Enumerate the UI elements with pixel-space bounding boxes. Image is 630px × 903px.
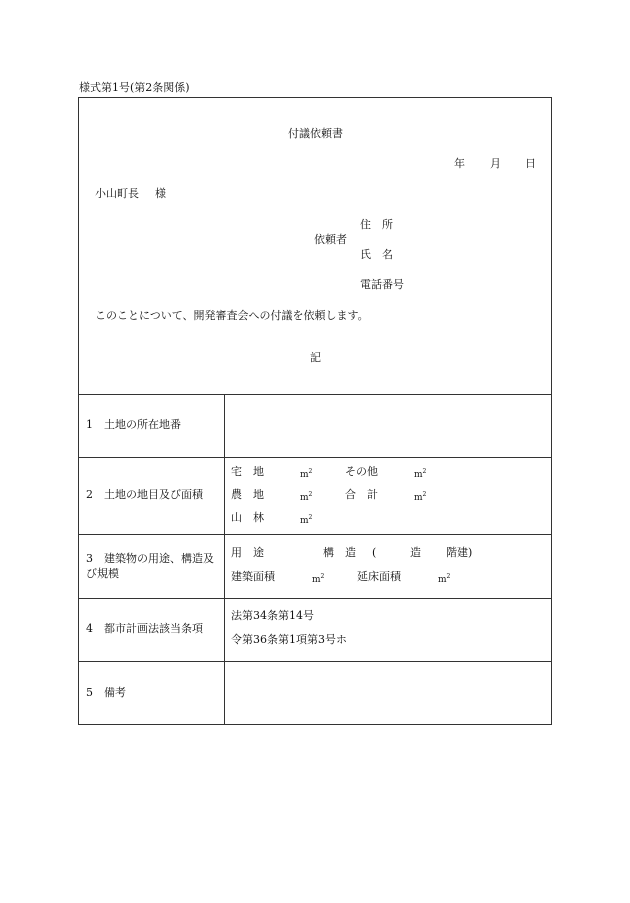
row-3-label-line2: び規模 bbox=[86, 567, 119, 580]
address-label: 住 所 bbox=[360, 218, 393, 231]
unit-m2: $m^2$ bbox=[300, 468, 313, 480]
form-label: 様式第1号(第2条関係) bbox=[79, 81, 190, 94]
land-type-sanrin: 山 林 bbox=[231, 511, 264, 524]
row-5-label: 5 備考 bbox=[86, 686, 126, 699]
unit-m2: $m^2$ bbox=[438, 573, 451, 585]
requester-label: 依頼者 bbox=[314, 233, 347, 246]
unit-m2: $m^2$ bbox=[414, 468, 427, 480]
floors-label: 階建) bbox=[446, 546, 473, 559]
row-divider bbox=[78, 661, 552, 662]
unit-m2: $m^2$ bbox=[300, 491, 313, 503]
land-type-nouchi: 農 地 bbox=[231, 488, 264, 501]
row-divider bbox=[78, 394, 552, 395]
usage-label: 用 途 bbox=[231, 546, 264, 559]
row-1-label: 1 土地の所在地番 bbox=[86, 418, 181, 431]
date-year-label: 年 bbox=[454, 157, 465, 170]
land-total: 合 計 bbox=[345, 488, 378, 501]
ordinance-article: 令第36条第1項第3号ホ bbox=[231, 633, 347, 646]
floor-area-label: 延床面積 bbox=[357, 570, 401, 583]
zou-label: 造 bbox=[410, 546, 421, 559]
law-article: 法第34条第14号 bbox=[231, 609, 314, 622]
land-type-takuchi: 宅 地 bbox=[231, 465, 264, 478]
unit-m2: $m^2$ bbox=[300, 514, 313, 526]
row-3-label-line1: 3 建築物の用途、構造及 bbox=[86, 552, 214, 565]
phone-label: 電話番号 bbox=[360, 278, 404, 291]
name-label: 氏 名 bbox=[360, 248, 393, 261]
ki-label: 記 bbox=[310, 351, 321, 364]
row-4-label: 4 都市計画法該当条項 bbox=[86, 622, 203, 635]
structure-label: 構 造 bbox=[323, 546, 356, 559]
building-area-label: 建築面積 bbox=[231, 570, 275, 583]
honorific: 様 bbox=[155, 187, 166, 200]
row-divider bbox=[78, 457, 552, 458]
date-day-label: 日 bbox=[525, 157, 536, 170]
unit-m2: $m^2$ bbox=[414, 491, 427, 503]
column-divider bbox=[224, 394, 225, 725]
addressee: 小山町長 bbox=[95, 187, 139, 200]
row-divider bbox=[78, 534, 552, 535]
request-text: このことについて、開発審査会への付議を依頼します。 bbox=[95, 309, 369, 322]
document-title: 付議依頼書 bbox=[288, 127, 343, 140]
land-type-other: その他 bbox=[345, 465, 378, 478]
paren-open: ( bbox=[372, 546, 377, 559]
row-divider bbox=[78, 598, 552, 599]
row-2-label: 2 土地の地目及び面積 bbox=[86, 488, 203, 501]
date-month-label: 月 bbox=[490, 157, 501, 170]
unit-m2: $m^2$ bbox=[312, 573, 325, 585]
